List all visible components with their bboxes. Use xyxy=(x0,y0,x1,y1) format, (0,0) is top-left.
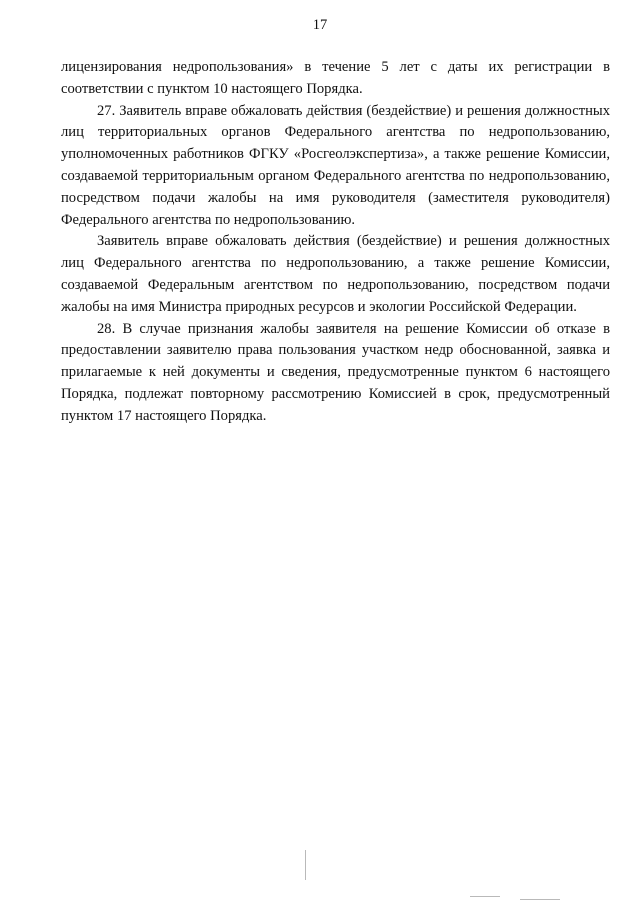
paragraph-27: 27. Заявитель вправе обжаловать действия (бездействие) и решения должностных лиц территориальных органов Федерального агентства по недропользованию, уполномоченных работников ФГКУ «Росгеолэкспертиза», а также решение Комиссии, создаваемой территориальным органом Федерального агентства по недропользованию, посредством подачи жалобы на имя руководителя (заместителя руководителя) Федерального агентства по недропользованию. xyxy=(61,102,610,228)
paragraph-continuation: лицензирования недропользования» в течение 5 лет с даты их регистрации в соответствии с пунктом 10 настоящего Порядка. xyxy=(61,59,610,97)
scan-artifact-line xyxy=(470,896,500,897)
page-number: 17 xyxy=(312,17,328,33)
scan-artifact-line xyxy=(520,899,560,900)
document-body xyxy=(61,57,610,428)
paragraph-27-appeal-minister: Заявитель вправе обжаловать действия (бездействие) и решения должностных лиц Федерального агентства по недропользованию, а также решение Комиссии, создаваемой Федеральным агентством по недропользованию, посредством подачи жалобы на имя Министра природных ресурсов и экологии Российской Федерации. xyxy=(61,233,610,315)
paragraph-28: 28. В случае признания жалобы заявителя на решение Комиссии об отказе в предоставлении заявителю права пользования участком недр обоснованной, заявка и прилагаемые к ней документы и сведения, предусмотренные пунктом 6 настоящего Порядка, подлежат повторному рассмотрению Комиссией в срок, предусмотренный пунктом 17 настоящего Порядка. xyxy=(61,320,610,424)
scan-artifact-line xyxy=(305,850,306,880)
